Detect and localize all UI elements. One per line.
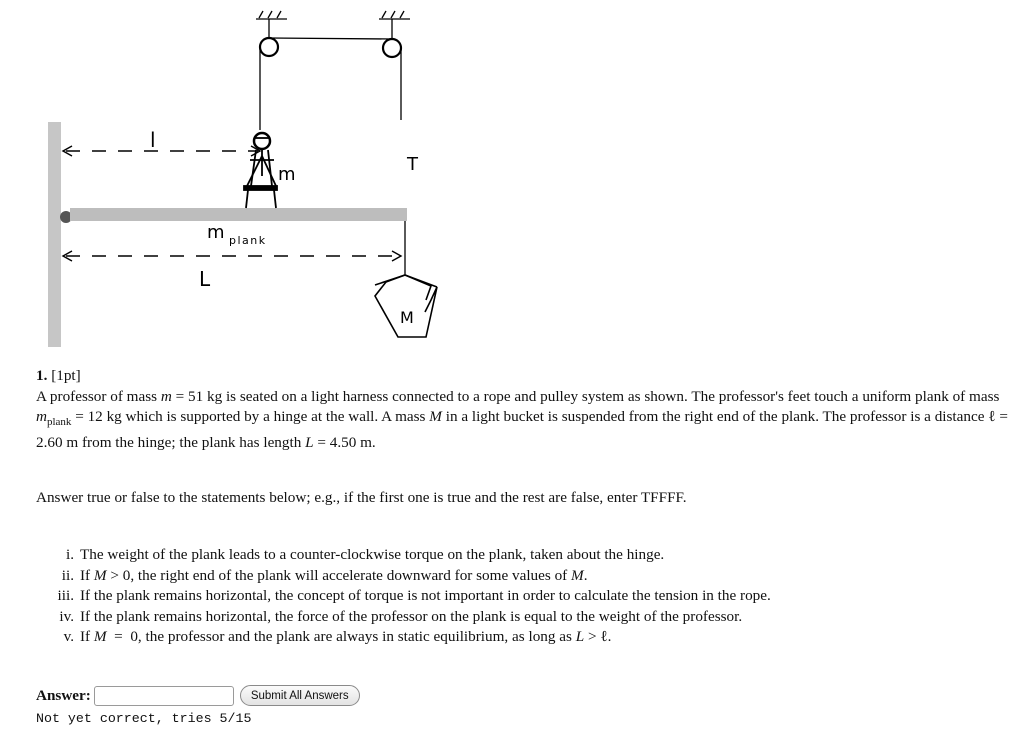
label-l: l <box>150 128 156 152</box>
answer-row <box>36 685 360 706</box>
answer-input[interactable] <box>94 686 234 706</box>
statement-list <box>36 545 771 648</box>
statement-item: v. If M = 0, the professor and the plank are always in static equilibrium, as long as L > ℓ. <box>63 628 612 645</box>
label-M-bucket: M <box>400 308 414 327</box>
problem-text: A professor of mass m = 51 kg is seated on a light harness connected to a rope and pulley system as shown. The professor's feet touch a uniform plank of mass $m_{plank} = 12$ kg which is supported by a hinge at the wall. A mass M in a light bucket is suspended from the right end of the plank. The professor is a distance ℓ = 2.60 m from the hinge; the plank has length L = 4.50 m. <box>36 387 1008 451</box>
plank <box>70 208 407 221</box>
label-L: L <box>199 267 211 291</box>
statement-item: iv. If the plank remains horizontal, the force of the professor on the plank is equal to the weight of the professor. <box>59 607 743 625</box>
statement-item: iii. If the plank remains horizontal, the concept of torque is not important in order to calculate the tension in the rope. <box>57 587 771 604</box>
pulley-left <box>260 38 278 56</box>
problem-points: [1pt] <box>51 367 81 384</box>
status-message: Not yet correct, tries 5/15 <box>36 711 252 726</box>
statement-item: i. The weight of the plank leads to a counter-clockwise torque on the plank, taken about the hinge. <box>65 546 665 563</box>
answer-label: Answer: <box>36 686 91 704</box>
statement-item: ii. If M > 0, the right end of the plank will accelerate downward for some values of M. <box>61 566 588 584</box>
problem-statement <box>36 366 1016 453</box>
instructions: Answer true or false to the statements below; e.g., if the first one is true and the rest are false, enter TFFFF. <box>36 489 687 506</box>
bucket <box>375 275 437 337</box>
submit-all-answers-button[interactable]: Submit All Answers <box>240 685 360 706</box>
problem-number: 1. <box>36 367 48 384</box>
ceiling-mount-left <box>256 11 287 38</box>
rope <box>260 38 401 130</box>
professor-figure <box>244 133 277 208</box>
ceiling-mount-right <box>379 11 410 40</box>
distance-arrow-L <box>63 251 401 261</box>
wall <box>48 122 61 347</box>
pulley-right <box>383 39 401 57</box>
label-T: T <box>407 154 418 175</box>
label-m-plank: m <box>207 222 225 243</box>
distance-arrow-l <box>63 146 260 156</box>
label-plank-subscript: plank <box>229 234 267 247</box>
label-m-professor: m <box>278 164 296 185</box>
physics-diagram <box>0 0 460 360</box>
